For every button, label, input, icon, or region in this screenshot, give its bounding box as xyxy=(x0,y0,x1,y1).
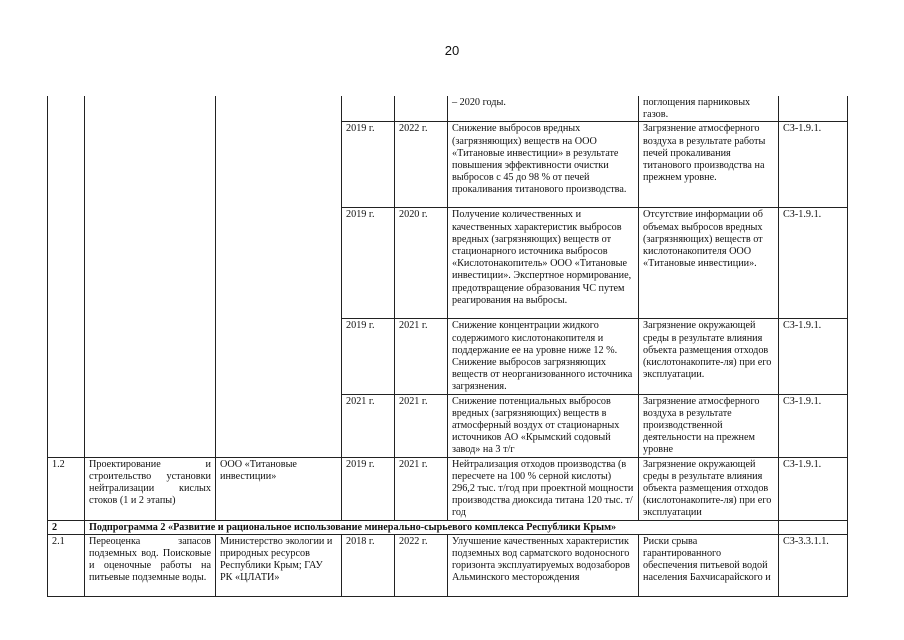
executor-cell: Министерство экологии и природных ресурсов Республики Крым; ГАУ РК «ЦЛАТИ» xyxy=(216,534,342,596)
start-cell: 2019 г. xyxy=(342,319,395,394)
measure-cell: Снижение потенциальных выбросов вредных (загрязняющих) веществ в атмосферный воздух от стационарных источников АО «Крымский содовый завод» на 3 т/г xyxy=(448,394,639,457)
risk-cell: Отсутствие информации об объемах выбросов вредных (загрязняющих) веществ от кислотонакопителя ООО «Титановые инвестиции». xyxy=(639,208,779,319)
code-cell: СЗ-1.9.1. xyxy=(779,208,848,319)
table-row xyxy=(48,96,848,122)
start-cell: 2019 г. xyxy=(342,122,395,208)
executor-cell xyxy=(216,96,342,457)
measure-cell: Снижение концентрации жидкого содержимого кислотонакопителя и поддержание ее на уровне ниже 12 %. Снижение выбросов загрязняющих веществ от неорганизованного источника загрязнения. xyxy=(448,319,639,394)
end-cell: 2021 г. xyxy=(395,394,448,457)
end-cell: 2021 г. xyxy=(395,319,448,394)
risk-cell: поглощения парниковых газов. xyxy=(639,96,779,122)
section-row xyxy=(48,520,848,534)
start-cell: 2019 г. xyxy=(342,457,395,520)
measure-cell: Улучшение качественных характеристик подземных вод сарматского водоносного горизонта эксплуатируемых водозаборов Альминского месторождения xyxy=(448,534,639,596)
code-cell: СЗ-3.3.1.1. xyxy=(779,534,848,596)
measure-cell: Получение количественных и качественных характеристик выбросов вредных (загрязняющих) веществ от стационарного источника выбросов «Кислотонакопитель» ООО «Титановые инвестиции». Экспертное нормирование, предотвращение образования ЧС путем реагирования на выбросы. xyxy=(448,208,639,319)
page-number: 20 xyxy=(444,43,460,58)
end-cell: 2022 г. xyxy=(395,534,448,596)
num-cell xyxy=(48,96,85,457)
risk-cell: Загрязнение окружающей среды в результате влияния объекта размещения отходов (кислотонакопите-ля) при его эксплуатации xyxy=(639,457,779,520)
code-cell: СЗ-1.9.1. xyxy=(779,122,848,208)
end-cell: 2022 г. xyxy=(395,122,448,208)
code-cell: СЗ-1.9.1. xyxy=(779,457,848,520)
section-title: Подпрограмма 2 «Развитие и рациональное использование минерально-сырьевого комплекса Республики Крым» xyxy=(85,520,779,534)
code-cell xyxy=(779,96,848,122)
num-cell: 1.2 xyxy=(48,457,85,520)
risk-cell: Загрязнение окружающей среды в результате влияния объекта размещения отходов (кислотонакопите-ля) при его эксплуатации. xyxy=(639,319,779,394)
measure-cell: Снижение выбросов вредных (загрязняющих) веществ на ООО «Титановые инвестиции» в результате повышения эффективности очистки выбросов с 45 до 98 % от печей прокаливания титанового производства. xyxy=(448,122,639,208)
table-row xyxy=(48,534,848,596)
num-cell: 2.1 xyxy=(48,534,85,596)
measure-cell: Нейтрализация отходов производства (в пересчете на 100 % серной кислоты) 296,2 тыс. т/год при проектной мощности производства диоксида титана 120 тыс. т/год xyxy=(448,457,639,520)
executor-cell: ООО «Титановые инвестиции» xyxy=(216,457,342,520)
end-cell: 2021 г. xyxy=(395,457,448,520)
end-cell: 2020 г. xyxy=(395,208,448,319)
name-cell xyxy=(85,96,216,457)
start-cell: 2018 г. xyxy=(342,534,395,596)
table-row xyxy=(48,457,848,520)
name-cell: Переоценка запасов подземных вод. Поисковые и оценочные работы на питьевые подземные воды. xyxy=(85,534,216,596)
risk-cell: Загрязнение атмосферного воздуха в результате работы печей прокаливания титанового производства на прежнем уровне. xyxy=(639,122,779,208)
code-cell xyxy=(779,520,848,534)
measure-cell: – 2020 годы. xyxy=(448,96,639,122)
section-num: 2 xyxy=(48,520,85,534)
end-cell xyxy=(395,96,448,122)
risk-cell: Риски срыва гарантированного обеспечения питьевой водой населения Бахчисарайского и xyxy=(639,534,779,596)
name-cell: Проектирование и строительство установки нейтрализации кислых стоков (1 и 2 этапы) xyxy=(85,457,216,520)
start-cell: 2021 г. xyxy=(342,394,395,457)
start-cell: 2019 г. xyxy=(342,208,395,319)
measures-table xyxy=(47,96,848,597)
start-cell xyxy=(342,96,395,122)
risk-cell: Загрязнение атмосферного воздуха в результате производственной деятельности на прежнем уровне xyxy=(639,394,779,457)
code-cell: СЗ-1.9.1. xyxy=(779,394,848,457)
code-cell: СЗ-1.9.1. xyxy=(779,319,848,394)
